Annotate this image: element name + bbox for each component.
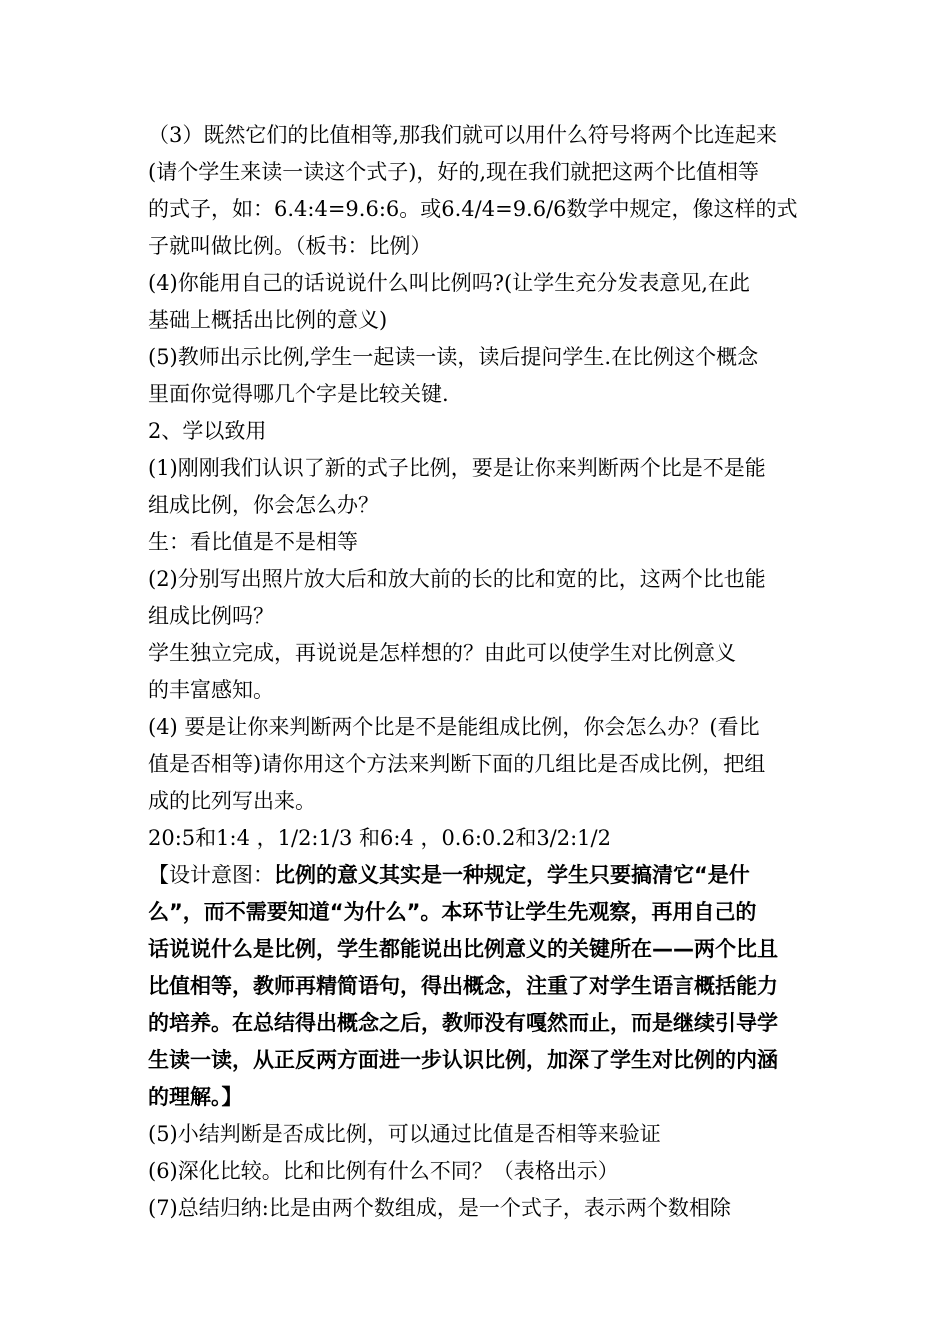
- design-intent-line: 生读一读，从正反两方面进一步认识比例，加深了学生对比例的内涵: [148, 1048, 778, 1072]
- design-intent-line: [148, 861, 828, 889]
- design-intent-line: 么”，而不需要知道“为什么”。本环节让学生先观察，再用自己的: [148, 900, 757, 924]
- text-line: 基础上概括出比例的意义): [148, 308, 388, 332]
- design-intent-line: 话说说什么是比例，学生都能说出比例意义的关键所在——两个比且: [148, 937, 778, 961]
- text-line: (4)你能用自己的话说说什么叫比例吗?(让学生充分发表意见,在此: [148, 271, 750, 295]
- text-line: (1)刚刚我们认识了新的式子比例，要是让你来判断两个比是不是能: [148, 456, 766, 480]
- design-intent-line: 比值相等，教师再精简语句，得出概念，注重了对学生语言概括能力: [148, 974, 778, 998]
- design-intent-line: 的培养。在总结得出概念之后，教师没有嘎然而止，而是继续引导学: [148, 1011, 778, 1035]
- text-line: 的式子，如：6.4:4=9.6:6。或6.4/4=9.6/6数学中规定，像这样的式: [148, 197, 798, 221]
- text-line: 组成比例吗？: [148, 604, 274, 628]
- text-line: 里面你觉得哪几个字是比较关键.: [148, 382, 449, 406]
- design-intent-line: 的理解。】: [148, 1085, 243, 1109]
- section-heading: 2、学以致用: [148, 419, 267, 443]
- design-intent-prefix: 【设计意图：: [148, 863, 274, 887]
- text-line: (7)总结归纳:比是由两个数组成，是一个式子，表示两个数相除: [148, 1196, 731, 1220]
- text-line: (2)分别写出照片放大后和放大前的长的比和宽的比，这两个比也能: [148, 567, 766, 591]
- text-line: (5)小结判断是否成比例，可以通过比值是否相等来验证: [148, 1122, 661, 1146]
- text-line: (5)教师出示比例,学生一起读一读，读后提问学生.在比例这个概念: [148, 345, 759, 369]
- text-line: (请个学生来读一读这个式子)，好的,现在我们就把这两个比值相等: [148, 160, 760, 184]
- text-line: 成的比列写出来。: [148, 789, 316, 813]
- text-line: 子就叫做比例。（板书：比例）: [148, 234, 432, 258]
- text-line: 值是否相等)请你用这个方法来判断下面的几组比是否成比例，把组: [148, 752, 766, 776]
- text-line: 的丰富感知。: [148, 678, 274, 702]
- ratio-examples: 20:5和1:4 ，1/2:1/3 和6:4 ，0.6:0.2和3/2:1/2: [148, 826, 611, 850]
- text-line: （3）既然它们的比值相等,那我们就可以用什么符号将两个比连起来: [148, 123, 778, 147]
- text-line: 学生独立完成，再说说是怎样想的？由此可以使学生对比例意义: [148, 641, 736, 665]
- design-intent-text: 比例的意义其实是一种规定，学生只要搞清它“是什: [274, 863, 750, 887]
- text-line: (4) 要是让你来判断两个比是不是能组成比例，你会怎么办？(看比: [148, 715, 760, 739]
- text-line: 生：看比值是不是相等: [148, 530, 358, 554]
- text-line: 组成比例，你会怎么办？: [148, 493, 379, 517]
- text-line: (6)深化比较。比和比例有什么不同？（表格出示）: [148, 1159, 619, 1183]
